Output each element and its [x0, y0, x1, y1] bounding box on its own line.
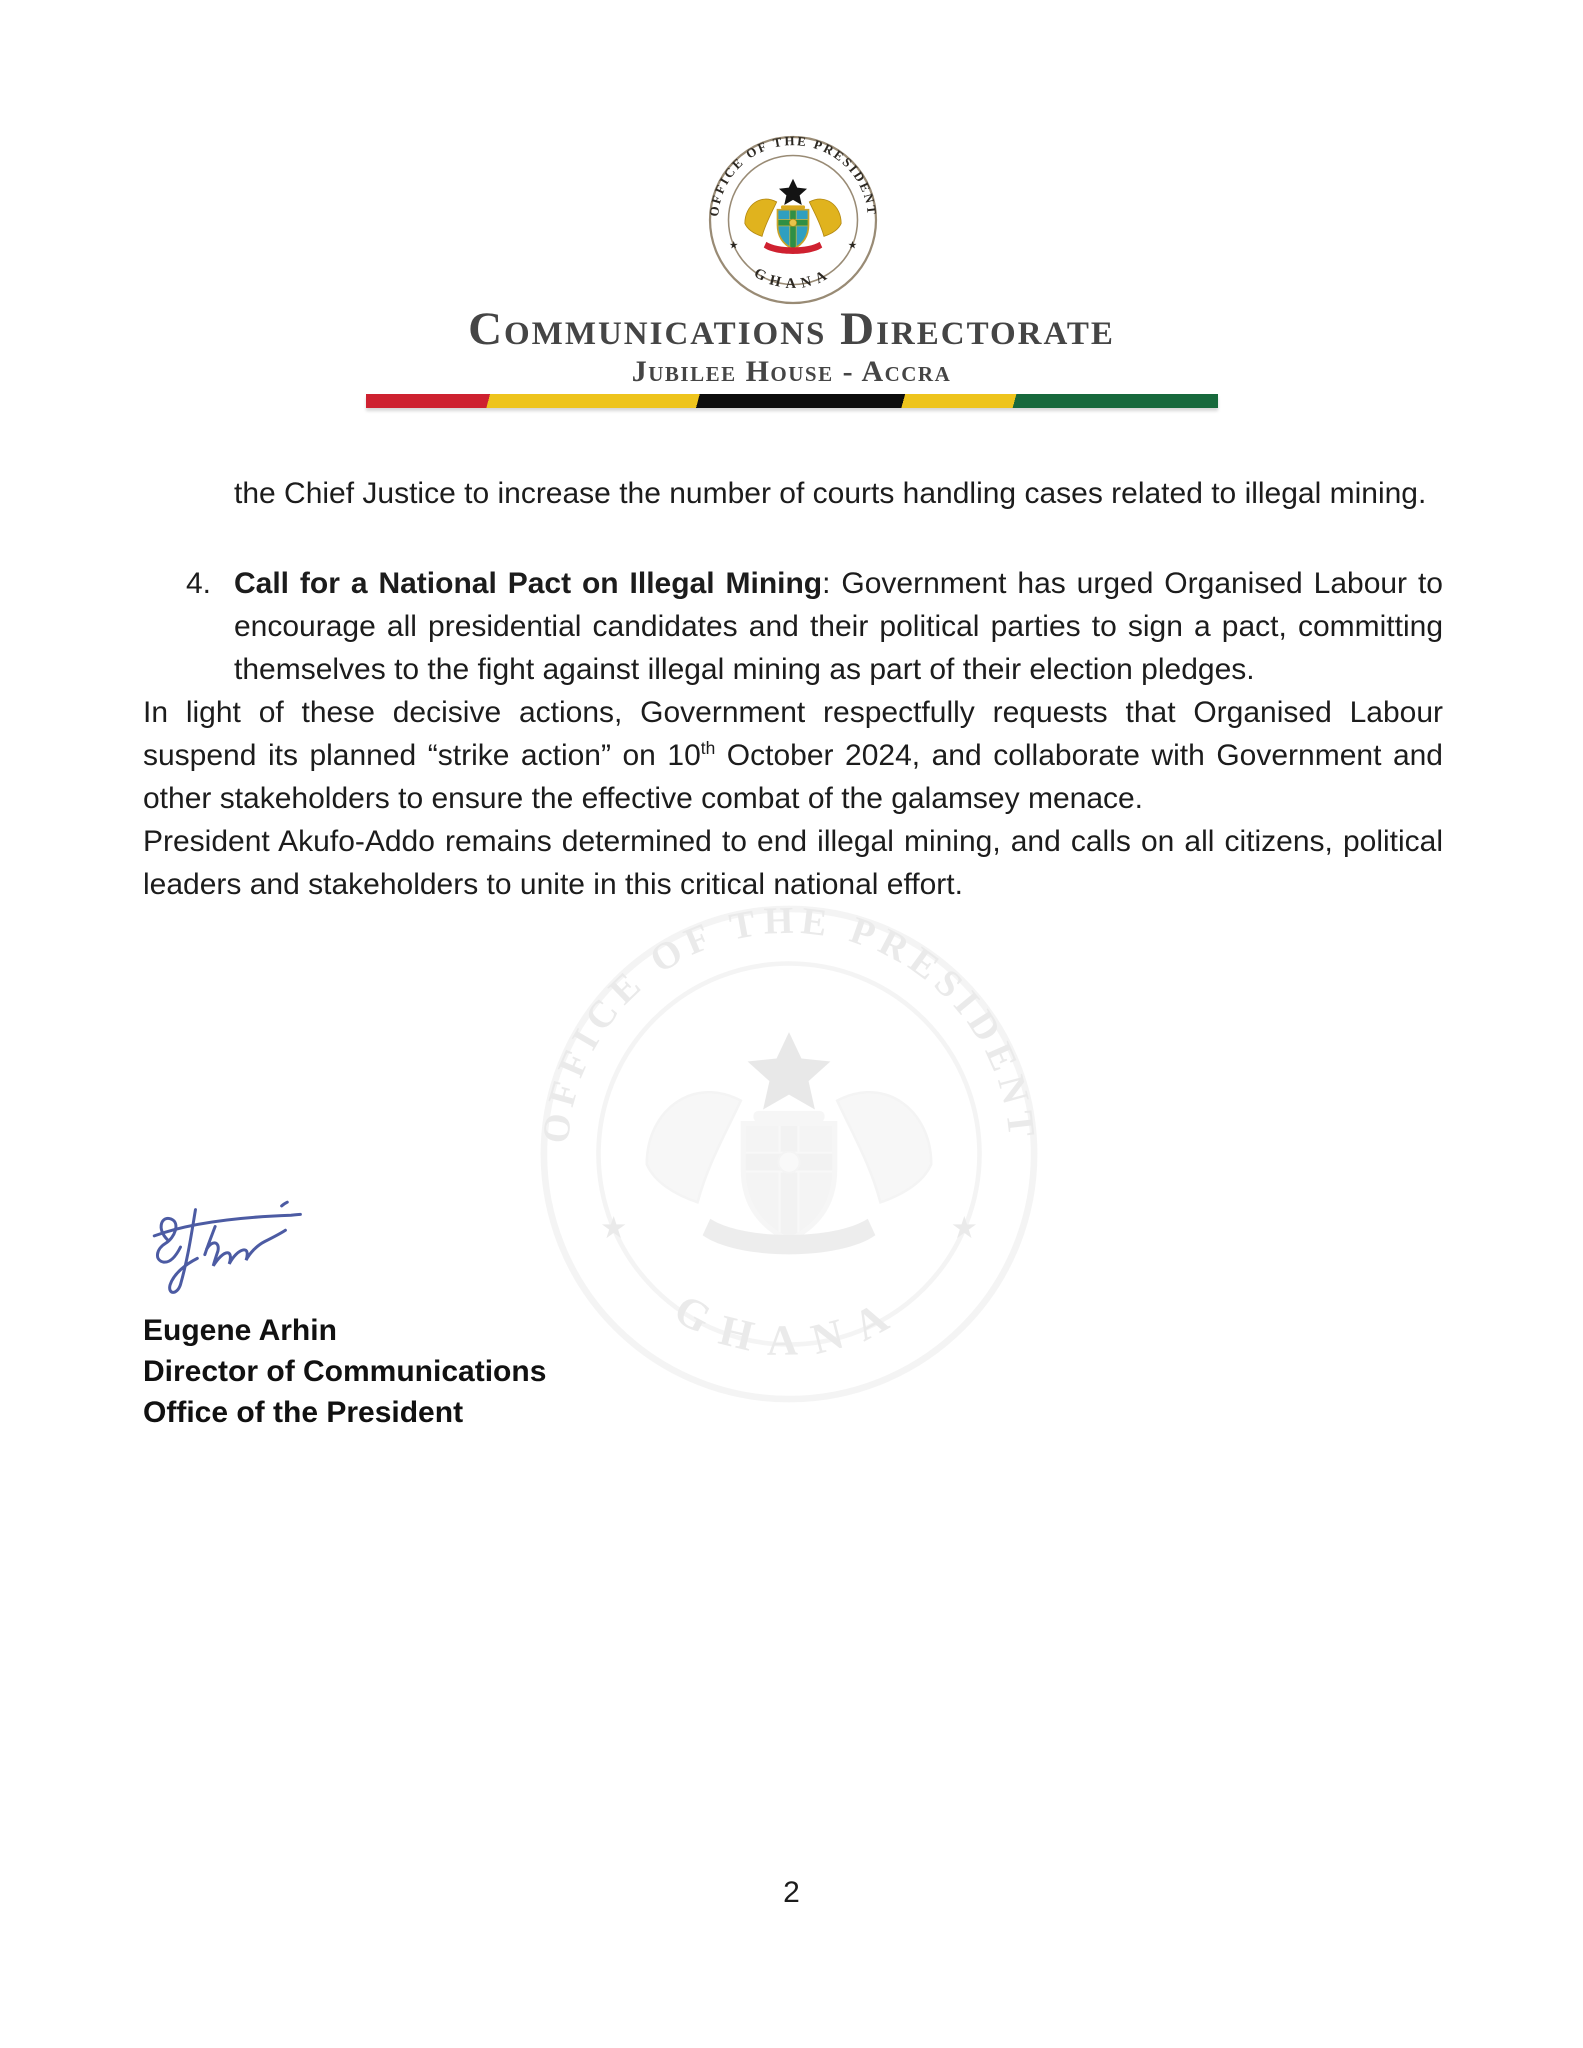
- org-title: Communications Directorate: [468, 303, 1115, 355]
- continuation-paragraph: the Chief Justice to increase the number of courts handling cases related to illegal mining.: [234, 477, 1427, 510]
- watermark-seal: [535, 900, 1043, 1408]
- request-paragraph: In light of these decisive actions, Government respectfully requests that Organised Labour suspend its planned “strike action” on 10th October 2024, and collaborate with Government and other stakeholders to ensure the effective combat of the galamsey menace.: [143, 696, 1443, 815]
- ghana-flag-bar: [366, 394, 1218, 408]
- signature-image: [143, 1196, 321, 1302]
- list-item-4: [143, 562, 1443, 691]
- page-number: 2: [783, 1876, 800, 1909]
- president-paragraph: President Akufo-Addo remains determined to end illegal mining, and calls on all citizens, political leaders and stakeholders to unite in this critical national effort.: [143, 825, 1443, 901]
- signatory-office: Office of the President: [143, 1396, 464, 1429]
- signature-block: [143, 1196, 546, 1433]
- signatory-name: Eugene Arhin: [143, 1314, 337, 1347]
- signatory-title: Director of Communications: [143, 1355, 547, 1388]
- list-item-text: Call for a National Pact on Illegal Mining: Government has urged Organised Labour to encourage all presidential candidates and their political parties to sign a pact, committing themselves to the fight against illegal mining as part of their election pledges.: [234, 567, 1443, 686]
- org-location: Jubilee House - Accra: [631, 355, 952, 388]
- list-item-number: 4.: [186, 567, 212, 600]
- letter-body: [143, 472, 1443, 906]
- presidential-seal: [707, 134, 879, 306]
